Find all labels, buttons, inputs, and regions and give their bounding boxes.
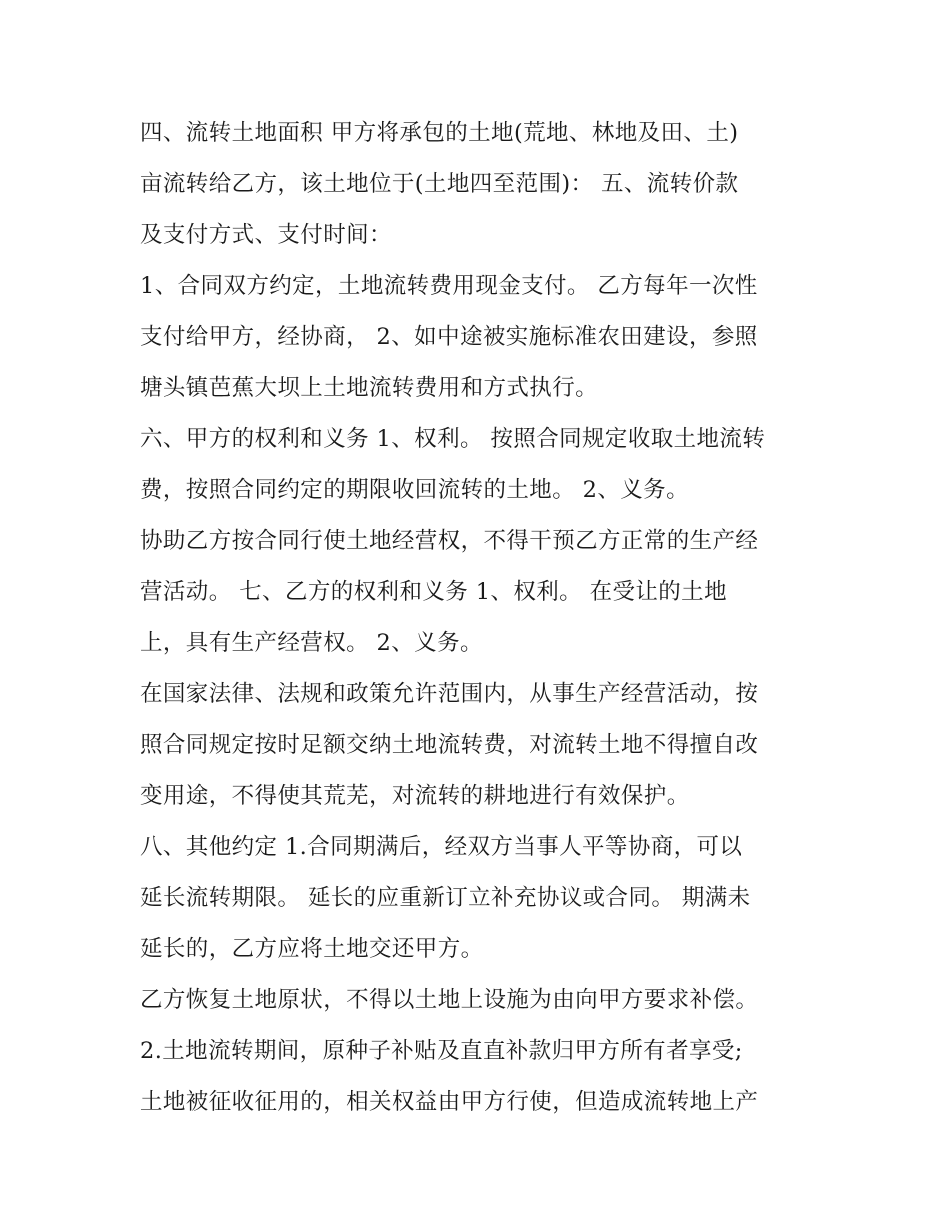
text-line: 八、其他约定 1.合同期满后，经双方当事人平等协商，可以 — [140, 834, 743, 860]
text-line: 费，按照合同约定的期限收回流转的土地。 2、义务。 — [140, 477, 689, 503]
text-line: 塘头镇芭蕉大坝上土地流转费用和方式执行。 — [140, 375, 599, 401]
text-line: 2.土地流转期间，原种子补贴及直直补款归甲方所有者享受; — [140, 1038, 743, 1064]
text-line: 乙方恢复土地原状，不得以土地上设施为由向甲方要求补偿。 — [140, 987, 759, 1013]
text-line: 亩流转给乙方，该土地位于(土地四至范围)： 五、流转价款 — [140, 171, 739, 197]
text-line: 及支付方式、支付时间： — [140, 222, 392, 248]
text-line: 四、流转土地面积 甲方将承包的土地(荒地、林地及田、土) — [140, 120, 739, 146]
contract-body-text — [140, 108, 820, 1128]
text-line: 协助乙方按合同行使土地经营权，不得干预乙方正常的生产经 — [140, 528, 759, 554]
text-line: 支付给甲方，经协商， 2、如中途被实施标准农田建设，参照 — [140, 324, 758, 350]
text-line: 1、合同双方约定，土地流转费用现金支付。 乙方每年一次性 — [140, 273, 758, 299]
text-line: 土地被征收征用的，相关权益由甲方行使，但造成流转地上产 — [140, 1089, 759, 1115]
text-line: 营活动。 七、乙方的权利和义务 1、权利。 在受让的土地 — [140, 579, 727, 605]
text-line: 照合同规定按时足额交纳土地流转费，对流转土地不得擅自改 — [140, 732, 759, 758]
text-line: 六、甲方的权利和义务 1、权利。 按照合同规定收取土地流转 — [140, 426, 766, 452]
text-line: 在国家法律、法规和政策允许范围内，从事生产经营活动，按 — [140, 681, 759, 707]
text-line: 延长流转期限。 延长的应重新订立补充协议或合同。 期满未 — [140, 885, 751, 911]
text-line: 上，具有生产经营权。 2、义务。 — [140, 630, 483, 656]
text-line: 延长的，乙方应将土地交还甲方。 — [140, 936, 484, 962]
text-line: 变用途，不得使其荒芜，对流转的耕地进行有效保护。 — [140, 783, 690, 809]
